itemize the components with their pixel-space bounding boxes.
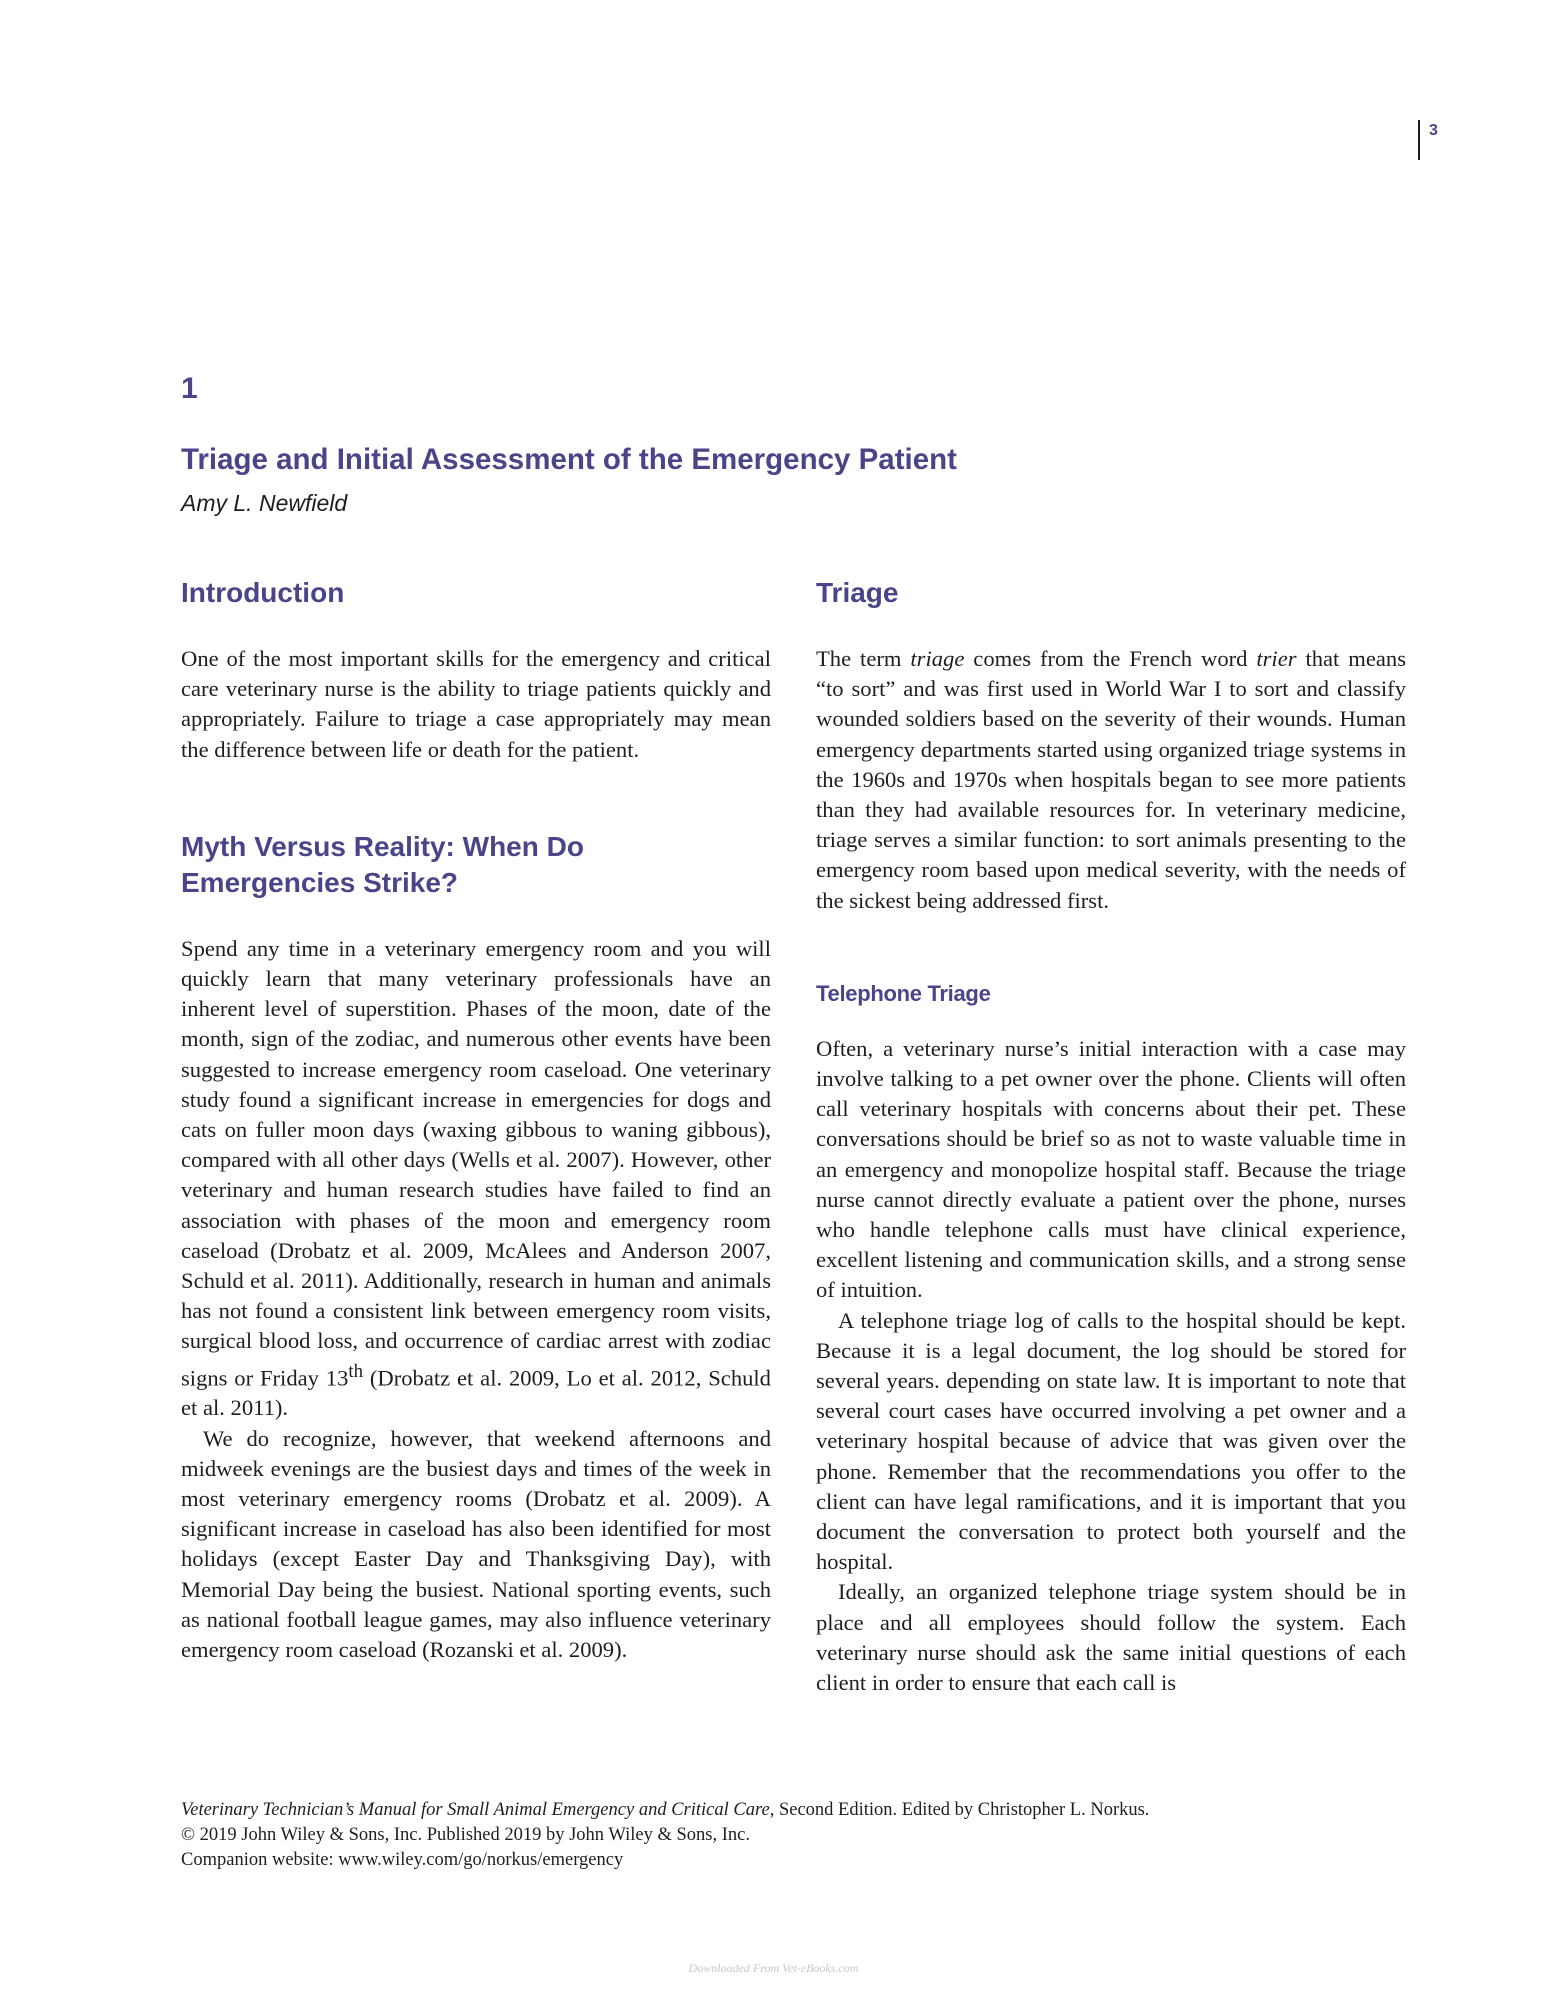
telephone-paragraph-2: A telephone triage log of calls to the hospital should be kept. Because it is a legal document, the log should be stored for several years. depending on state law. It is important to note that several court cases have occurred involving a pet owner and a veterinary hospital because of advice that was given over the phone. Remember that the recommendations you offer to the client can have legal ramifications, and it is important that you document the conversation to protect both yourself and the hospital.: [816, 1307, 1406, 1575]
myth-p1-text: Spend any time in a veterinary emergency room and you will quickly learn that many veterinary professionals have an inherent level of superstition. Phases of the moon, date of the month, sign of the zodiac, and numerous other events have been suggested to increase emergency room caseload. One veterinary study found a significant increase in emergencies for dogs and cats on fuller moon days (waxing gibbous to waning gibbous), compared with all other days (Wells et al. 2007). However, other veterinary and human research studies have failed to find an association with phases of the moon and emergency room caseload (Drobatz et al. 2009, McAlees and Anderson 2007, Schuld et al. 2011). Additionally, research in human and animals has not found a consistent link between emergency room visits, surgical blood loss, and occurrence of cardiac arrest with zodiac signs or Friday 13: [181, 935, 771, 1391]
trier-term: trier: [1256, 646, 1297, 671]
footer: [181, 1798, 1381, 1873]
triage-term: triage: [910, 646, 965, 671]
introduction-paragraph: One of the most important skills for the emergency and critical care veterinary nurse is the ability to triage patients quickly and appropriately. Failure to triage a case appropriately may mean the difference between life or death for the patient.: [181, 646, 771, 762]
right-column: [816, 575, 1406, 1698]
footer-citation: [181, 1798, 1381, 1823]
triage-p1-b: comes from the French word: [964, 646, 1257, 671]
left-column: [181, 575, 771, 1665]
myth-paragraph-1: [181, 934, 771, 1424]
footer-copyright: © 2019 John Wiley & Sons, Inc. Published 2019 by John Wiley & Sons, Inc.: [181, 1825, 750, 1845]
footer-edition: , Second Edition. Edited by Christopher L. Norkus.: [769, 1800, 1150, 1820]
myth-heading-line1: Myth Versus Reality: When Do: [181, 830, 584, 862]
myth-p1-text-end: (Drobatz et al. 2009, Lo et al. 2012, Schuld et al. 2011).: [181, 1365, 771, 1421]
telephone-paragraph-3: Ideally, an organized telephone triage system should be in place and all employees should follow the system. Each veterinary nurse should ask the same initial questions of each client in order to ensure that each call is: [816, 1579, 1406, 1696]
myth-paragraph-2: We do recognize, however, that weekend afternoons and midweek evenings are the busiest days and times of the week in most veterinary emergency rooms (Drobatz et al. 2009). A significant increase in caseload has also been identified for most holidays (except Easter Day and Thanksgiving Day), with Memorial Day being the busiest. National sporting events, such as national football league games, may also influence veterinary emergency room caseload (Rozanski et al. 2009).: [181, 1425, 771, 1663]
telephone-paragraph-1: Often, a veterinary nurse’s initial interaction with a case may involve talking to a pet owner over the phone. Clients will often call veterinary hospitals with concerns about their pet. These conversations should be brief so as not to waste valuable time in an emergency and monopolize hospital staff. Because the triage nurse cannot directly evaluate a patient over the phone, nurses who handle telephone calls must have clinical experience, excellent listening and communication skills, and a strong sense of intuition.: [816, 1035, 1406, 1303]
watermark: Downloaded From Vet-eBooks.com: [688, 1961, 859, 1975]
triage-p1-a: The term: [816, 646, 911, 671]
introduction-heading: Introduction: [181, 577, 345, 608]
chapter-number: 1: [181, 372, 198, 405]
footer-website: Companion website: www.wiley.com/go/norkus/emergency: [181, 1850, 624, 1870]
myth-heading-line2: Emergencies Strike?: [181, 866, 459, 898]
triage-heading: Triage: [816, 577, 899, 608]
triage-paragraph: [816, 644, 1406, 916]
chapter-title: Triage and Initial Assessment of the Emergency Patient: [181, 443, 957, 476]
telephone-triage-heading: Telephone Triage: [816, 980, 991, 1006]
myth-p1-superscript: th: [348, 1360, 364, 1382]
triage-p1-c: that means “to sort” and was first used in World War I to sort and classify wounded soldiers based on the severity of their wounds. Human emergency departments started using organized triage systems in the 1960s and 1970s when hospitals began to see more patients than they had available resources for. In veterinary medicine, triage serves a similar function: to sort animals presenting to the emergency room based upon medical severity, with the needs of the sickest being addressed first.: [816, 646, 1406, 913]
footer-book-title: Veterinary Technician’s Manual for Small Animal Emergency and Critical Care: [181, 1800, 770, 1820]
myth-heading: [181, 829, 771, 901]
chapter-author: Amy L. Newfield: [181, 490, 348, 516]
page-number: 3: [1418, 120, 1438, 160]
